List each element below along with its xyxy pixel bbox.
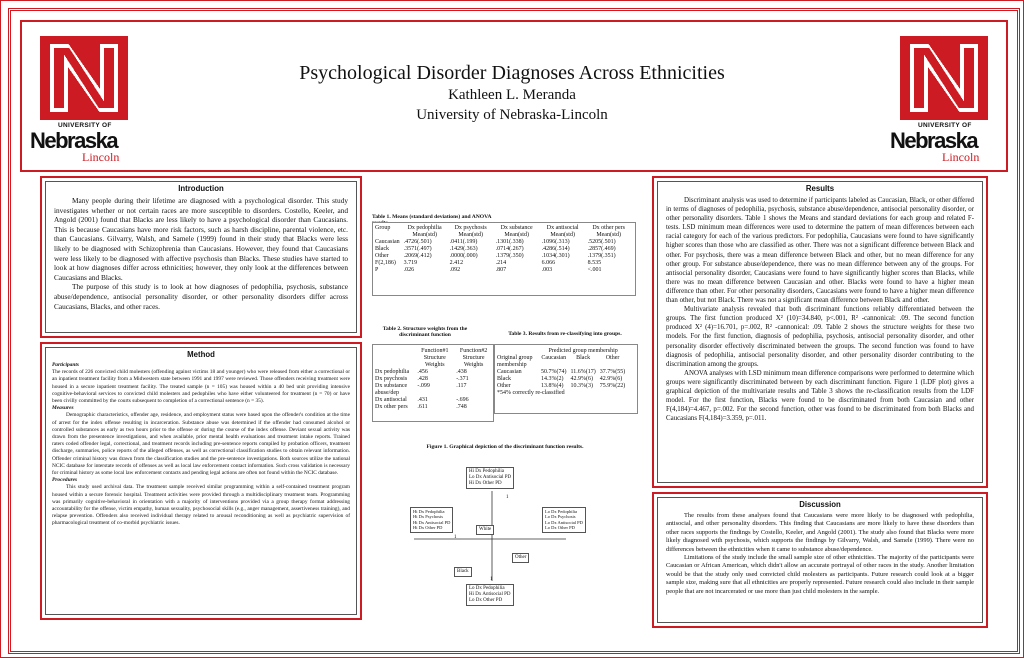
table3-row <box>495 376 627 383</box>
table2-cell: .611 <box>417 404 428 410</box>
table1-header-cell: Dx other pers Mean(std) <box>592 225 625 238</box>
table2-row <box>373 383 493 397</box>
table1-cell: .1379(.351) <box>587 253 616 259</box>
table2-row <box>373 376 493 383</box>
table1-row <box>373 246 632 253</box>
table3-cell: 75.9%(22) <box>599 383 626 389</box>
introduction-p2: The purpose of this study is to look at how diagnoses of pedophilia, psychosis, substance abuse/dependence, antisocial personality disorder, or other personality disorders differ across Caucasians, Blacks, and other races. <box>54 282 348 311</box>
table1-row <box>373 239 632 246</box>
table2-cell: Dx psychosis <box>375 376 408 382</box>
table3 <box>494 344 638 414</box>
figure1-white-node: White <box>476 525 494 535</box>
table1-cell: 6.066 <box>541 260 556 266</box>
table1-cell: 3.719 <box>403 260 418 266</box>
figure1-axis-one-top: 1 <box>506 495 509 500</box>
table3-header-cell: Caucasian <box>541 355 567 361</box>
table2-row <box>373 397 493 404</box>
table3-caption: Table 3. Results from re-classifying into groups. <box>508 331 622 337</box>
figure1-bottom-node: Lo Dx Pedophilia Hi Dx Antisocial PD Lo Dx Other PD <box>466 584 514 606</box>
table2-cell: Dx substance abuse/dep <box>375 383 408 396</box>
table3-row <box>495 383 627 390</box>
table3-cell: Black <box>497 376 511 382</box>
table1 <box>372 222 636 296</box>
discussion-p2: Limitations of the study include the small sample size of other ethnicities. The majority of the participants were Caucasian or African American, which didn't allow an accurate portrayal of other races in the study. Another limitation would be that the study only used convicted child molesters as participants. Future research could look at a bigger sample size, making sure that all ethnicities are properly represented. Future research could also include in their sample people that are not incarcerated or use more than just child molesters in the sample. <box>666 554 974 595</box>
table1-cell: .807 <box>495 267 507 273</box>
poster-title: Psychological Disorder Diagnoses Across Ethnicities <box>299 62 725 84</box>
table2-cell: -.696 <box>456 397 469 403</box>
table1-cell: 8.535 <box>587 260 602 266</box>
n-mark-icon <box>40 36 128 120</box>
table3-header-cell: Black <box>576 355 591 361</box>
table1-cell: .092 <box>449 267 461 273</box>
table1-cell: <.001 <box>587 267 602 273</box>
table3-cell: 37.7%(55) <box>599 369 626 375</box>
table3-cell: 42.9%(6) <box>599 376 623 382</box>
table2-row <box>373 404 493 411</box>
table1-cell: .2069(.412) <box>403 253 432 259</box>
table1-cell: .1034(.301) <box>541 253 570 259</box>
discussion-p1: The results from these analyses found that Caucasians were more likely to be diagnosed with pedophilia, antisocial, and other personality disorders. This finding that Caucasians are more likely to have these disorders than other races supports the findings by Costello, Keeler, and Angold (2001). The study also found that Blacks were more likely diagnosed with psychosis, which supports the findings by Gilvarry, Walsh, and Samele (1999). There were no differences between the ethnicities when it came to substance abuse/dependence. <box>666 512 974 553</box>
procedures-text: This study used archival data. The treatment sample received similar programming within a self-contained treatment program housed within a secure forensic hospital. Treatment activities were provided through a multidisciplinary treatment team. Programming was primarily cognitive-behavioral in orientation with a majority of interventions provided via a group therapy format addressing accountability for the offense, victim empathy, human sexuality, psychosocial skills (e.g., anger management, assertiveness training), and relapse prevention. Offenders also received individual therapy related to arousal reconditioning as well as psychiatric supervision of pharmacological treatment of co-morbid psychiatric issues. <box>52 484 350 527</box>
logo-university-of: UNIVERSITY OF <box>58 122 112 129</box>
table2-cell: .438 <box>456 369 467 375</box>
figure1-top-node: Hi Dx Pedophilia Lo Dx Antisocial PD Hi Dx Other PD <box>466 467 514 489</box>
introduction-panel <box>40 176 362 338</box>
participants-heading: Participants <box>52 362 79 368</box>
table2-cell: .431 <box>417 397 428 403</box>
table2-cell: Dx other pers <box>375 404 408 410</box>
table2-header-cell: Function#1 Structure Weights <box>421 348 449 368</box>
table3-header-row <box>495 355 627 369</box>
introduction-title: Introduction <box>178 184 224 193</box>
table1-cell: .0000(.000) <box>449 253 478 259</box>
table1-cell: .1096(.313) <box>541 239 570 245</box>
table3-cell: 11.6%(17) <box>570 369 596 375</box>
table1-cell: 2.412 <box>449 260 464 266</box>
table1-cell: .4286(.514) <box>541 246 570 252</box>
table3-cell: 42.9%(6) <box>570 376 593 382</box>
table3-cell: Other <box>497 383 511 389</box>
table3-header-cell: Original group membership <box>497 355 533 368</box>
table3-cell: 50.7%(74) <box>541 369 567 375</box>
figure1-caption: Figure 1. Graphical depiction of the discriminant function results. <box>426 444 584 450</box>
introduction-p1: Many people during their lifetime are diagnosed with a psychological disorder. This study investigates whether or not certain races are more susceptible to disorders. Costello, Keeler, and Angold (2001) found that Blacks are less likely to have a psychological disorder than Caucasians. This is because Caucasians have more risk factors, such as harsh discipline, parental violence, etc. than Caucasians. Gilvarry, Walsh, and Samele (1999) found in their study that Blacks were less likely to be diagnosed with Schizophrenia than Caucasians. However, they found that Caucasians were less likely to be diagnosed with affective psychosis than Blacks. These studies have started to look at how diagnoses differ across ethnicities; however, they only look at the differences between Caucasians and Blacks. <box>54 196 348 282</box>
logo-university-of: UNIVERSITY OF <box>918 122 972 129</box>
table3-note: *54% correctly re-classified <box>497 390 565 396</box>
table2-row <box>373 369 493 376</box>
table2-cell: Dx pedophilia <box>375 369 410 375</box>
table2 <box>372 344 494 422</box>
table1-header-cell: Dx pedophilia Mean(std) <box>407 225 442 238</box>
method-title: Method <box>187 350 215 359</box>
table2-cell: .428 <box>417 376 428 382</box>
table1-cell: .003 <box>541 267 553 273</box>
table1-cell: F(2,186) <box>375 260 396 266</box>
table3-super-header: Predicted group membership <box>548 348 618 354</box>
table1-cell: Black <box>375 246 389 252</box>
figure1-other-node: Other <box>512 553 529 563</box>
table1-header-cell: Dx psychosis Mean(std) <box>454 225 487 238</box>
table1-cell: .5205(.501) <box>587 239 616 245</box>
table1-cell: .3571(.497) <box>403 246 432 252</box>
figure1-axis-one-bottom: 1 <box>490 577 493 582</box>
figure1 <box>380 455 620 615</box>
table1-cell: .1429(.363) <box>449 246 478 252</box>
figure1-black-node: Black <box>454 567 472 577</box>
table1-row <box>373 253 632 260</box>
table3-cell: 10.3%(3) <box>570 383 593 389</box>
logo-nebraska: Nebraska <box>30 128 118 153</box>
table3-cell: 14.3%(2) <box>541 376 564 382</box>
figure1-axis-one-left: 1 <box>454 535 457 540</box>
table1-cell: Caucasian <box>375 239 400 245</box>
logo-lincoln: Lincoln <box>942 150 980 164</box>
table2-cell: .748 <box>456 404 467 410</box>
nebraska-logo-left <box>30 36 140 164</box>
table1-caption: Table 1. Means (standard deviations) and ANOVA <box>372 214 492 220</box>
table3-cell: 13.8%(4) <box>541 383 564 389</box>
discussion-title: Discussion <box>799 500 841 509</box>
results-p1: Discriminant analysis was used to determine if participants labeled as Caucasian, Black, or other differed in terms of diagnoses of pedophilia, psychosis, substance abuse/dependence, antisocial personality disorder, or other personality disorders. Table 1 shows the Means and standard deviations for each group and related F-tests. LSD minimum mean differences were used to determine the pattern of mean differences between each racial category for each of the various predictors. For pedophilia, Caucasians were found to have significantly higher scores than those who are classified as other. There was not a significant difference between Black and other. For psychosis, there was a mean difference between Black and other, but no mean difference for any other group. For substance abuse/dependence, there was no mean difference between any of the groups. For antisocial personality disorder, Caucasians were found to have significantly higher scores than Blacks, while there was no mean difference between Caucasian and other. Blacks were found to have a higher mean difference than other. For other personality disorders, Caucasians were found to have a higher mean difference than other, but not Black. There was not a significant mean difference between Black and other. <box>666 197 974 305</box>
table1-header-cell: Dx antisocial Mean(std) <box>546 225 579 238</box>
logo-nebraska: Nebraska <box>890 128 978 153</box>
table2-cell: Dx antisocial <box>375 397 407 403</box>
table1-row <box>373 267 632 274</box>
results-p2: Multivariate analysis revealed that both discriminant functions reliably differentiated between the groups. The first function produced X² (10)=34.840, p<.001, R² -cannonical: .09. The second function produced X² (4)=16.701, p=.002, R² -cannonical: .09. Table 2 shows the structure weights for these two models. For the first function, diagnosis of pedophilia, psychosis, antisocial personality disorder, and other personality disorder effectively discriminated between the groups. The second function was found to have diagnosis of pedophilia, antisocial personality disorder, and other personality disorder contributing to the discrimination among the groups. <box>666 306 974 368</box>
table1-cell: P <box>375 267 379 273</box>
figure1-left-node: Hi Dx Pedophilia Hi Dx Psychosis Hi Dx Antisocial PD Hi Dx Other PD <box>410 507 453 533</box>
table1-cell: .4726(.501) <box>403 239 432 245</box>
measures-text: Demographic characteristics, offender age, residence, and employment status were based upon the offender's condition at the time of arrest for the index offense resulting in incarceration. Substance abuse was determined if the offender had consumed alcohol or controlled substances as early as two hours prior to the offense or during the course of the index offense. Deviant sexual activity was drawn from the presentence investigations, and when available, prior mental health evaluations and treatment intake reports. Trained raters coded offender legal, correctional, and treatment records including pre-sentence reports compiled by probation officers, treatment discharge, summaries, police reports of the alleged offenses, as well as correctional classification studies to obtain relevant information. Offender criminal history was drawn from the classification studies and the pre-sentence investigations. Both sources utilize the national NCIC database for interstate records of offenses as well as local law enforcement contact information. Such cross validation is necessary for criminal history as some local law enforcement contacts and pending legal actions are often not found within the NCIC database. <box>52 412 350 477</box>
poster-affiliation: University of Nebraska-Lincoln <box>416 107 608 123</box>
participants-text: The records of 226 convicted child molesters (offending against victims 18 and younger) who were released from either a correctional or an inpatient treatment facility from a Midwestern state between 1991 and 1997 were reviewed. Those offenders receiving treatment were housed in a secure inpatient treatment facility. The treated sample (n = 105) was housed within a 40 bed unit providing intensive cognitive-behavioral services to convicted child molesters and pedophiles who have either volunteered for treatment (n = 70) or have been civilly committed by the courts subsequent to completion of a correctional sentence (n = 35). <box>52 369 350 405</box>
table1-cell: .0411(.199) <box>449 239 478 245</box>
table1-cell: .1379(.350) <box>495 253 524 259</box>
measures-heading: Measures <box>52 405 74 412</box>
table2-cell: .456 <box>417 369 428 375</box>
table1-cell: Other <box>375 253 389 259</box>
table2-header-cell <box>373 348 415 369</box>
table1-cell: .1301(.338) <box>495 239 524 245</box>
table1-header-row <box>373 225 632 239</box>
table1-cell: .2857(.469) <box>587 246 616 252</box>
results-panel <box>652 176 988 488</box>
table2-cell: -.099 <box>417 383 430 389</box>
table3-super-header-row <box>495 348 627 355</box>
table1-cell: .026 <box>403 267 415 273</box>
table3-note-row <box>495 390 627 397</box>
table1-header-cell: Dx substance Mean(std) <box>500 225 533 238</box>
table1-header-cell: Group <box>375 225 391 231</box>
table1-cell: .214 <box>495 260 507 266</box>
table1-row <box>373 260 632 267</box>
method-panel <box>40 342 362 620</box>
results-p3: ANOVA analyses with LSD minimum mean difference comparisons were performed to determine which groups were significantly discriminated between by each discriminant function. Figure 1 (LDF plot) gives a graphical depiction of the multivariate results and Table 3 shows the re-classification results from the LDF model. For the first function, Blacks were found to be discriminated from both Caucasian and other F(4,184)=4.467, p=.002. For the second function, other was found to be discriminated from both Blacks and Caucasians F(4,184)=3.359, p=.011. <box>666 369 974 423</box>
figure1-right-node: Lo Dx Pedophilia Lo Dx Psychosis Lo Dx Antisocial PD Lo Dx Other PD <box>542 507 586 533</box>
procedures-heading: Procedures <box>52 477 78 484</box>
table2-cell: .117 <box>456 383 467 389</box>
logo-lincoln: Lincoln <box>82 150 120 164</box>
table2-header-row <box>373 348 493 369</box>
table2-cell: -.371 <box>456 376 469 382</box>
discussion-panel <box>652 492 988 628</box>
table2-caption: Table 2. Structure weights from the discriminant function <box>382 326 468 338</box>
table1-cell: .0714(.267) <box>495 246 524 252</box>
table3-header-cell: Other <box>605 355 620 361</box>
table2-header-cell: Function#2 Structure Weights <box>459 348 488 368</box>
poster-author: Kathleen L. Meranda <box>448 87 576 103</box>
results-title: Results <box>805 184 835 193</box>
nebraska-logo-right <box>890 36 1000 164</box>
n-mark-icon <box>900 36 988 120</box>
table3-row <box>495 369 627 376</box>
table3-cell: Caucasian <box>497 369 522 375</box>
